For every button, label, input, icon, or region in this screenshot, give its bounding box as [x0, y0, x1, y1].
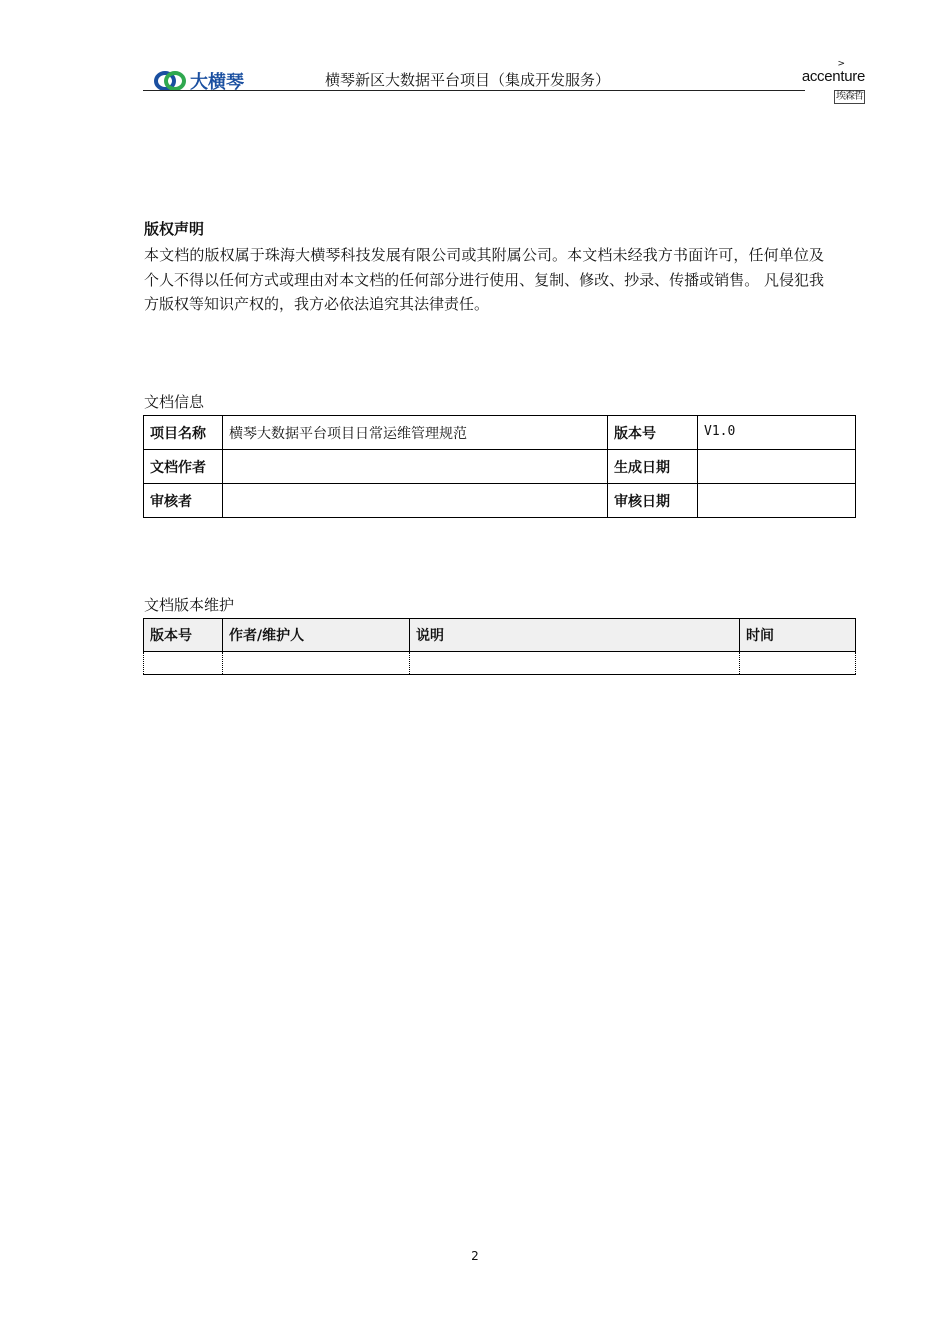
version-value: V1.0: [698, 416, 856, 450]
created-date-value: [698, 450, 856, 484]
copyright-title: 版权声明: [144, 220, 205, 238]
cell-time: [740, 652, 856, 675]
doc-info-row: [144, 416, 856, 450]
col-header-author: 作者/维护人: [223, 619, 410, 652]
col-header-time: 时间: [740, 619, 856, 652]
created-date-label: 生成日期: [608, 450, 698, 484]
author-value: [223, 450, 608, 484]
project-name-value: 横琴大数据平台项目日常运维管理规范: [223, 416, 608, 450]
copyright-body: 本文档的版权属于珠海大横琴科技发展有限公司或其附属公司。本文档未经我方书面许可，任何单位及个人不得以任何方式或理由对本文档的任何部分进行使用、复制、修改、抄录、传播或销售。 凡侵犯我方版权等知识产权的，我方必依法追究其法律责任。: [144, 246, 824, 313]
hengqin-logo-text: 大横琴: [190, 72, 244, 93]
accenture-chinese-mark: 埃森哲: [836, 91, 863, 102]
version-maint-header-row: [144, 619, 856, 652]
cell-author: [223, 652, 410, 675]
version-maint-table: [143, 618, 856, 675]
page-number: 2: [471, 1249, 479, 1263]
page-header: [143, 59, 865, 102]
doc-info-table: [143, 415, 856, 518]
table-row: [144, 652, 856, 675]
cell-version: [144, 652, 223, 675]
doc-info-row: [144, 484, 856, 518]
header-divider: [143, 90, 805, 91]
review-date-value: [698, 484, 856, 518]
header-title: 横琴新区大数据平台项目（集成开发服务）: [325, 71, 611, 89]
hengqin-logo-mark-icon: [153, 70, 187, 92]
reviewer-label: 审核者: [144, 484, 223, 518]
accenture-wordmark: accenture: [801, 68, 865, 85]
doc-info-label: 文档信息: [144, 393, 205, 411]
version-label: 版本号: [608, 416, 698, 450]
copyright-section: [144, 218, 824, 317]
version-maint-label: 文档版本维护: [144, 596, 235, 614]
accenture-logo: [795, 60, 865, 104]
cell-description: [410, 652, 740, 675]
project-name-label: 项目名称: [144, 416, 223, 450]
doc-info-row: [144, 450, 856, 484]
reviewer-value: [223, 484, 608, 518]
accenture-chevron-icon: >: [837, 59, 845, 69]
col-header-version: 版本号: [144, 619, 223, 652]
col-header-description: 说明: [410, 619, 740, 652]
author-label: 文档作者: [144, 450, 223, 484]
review-date-label: 审核日期: [608, 484, 698, 518]
